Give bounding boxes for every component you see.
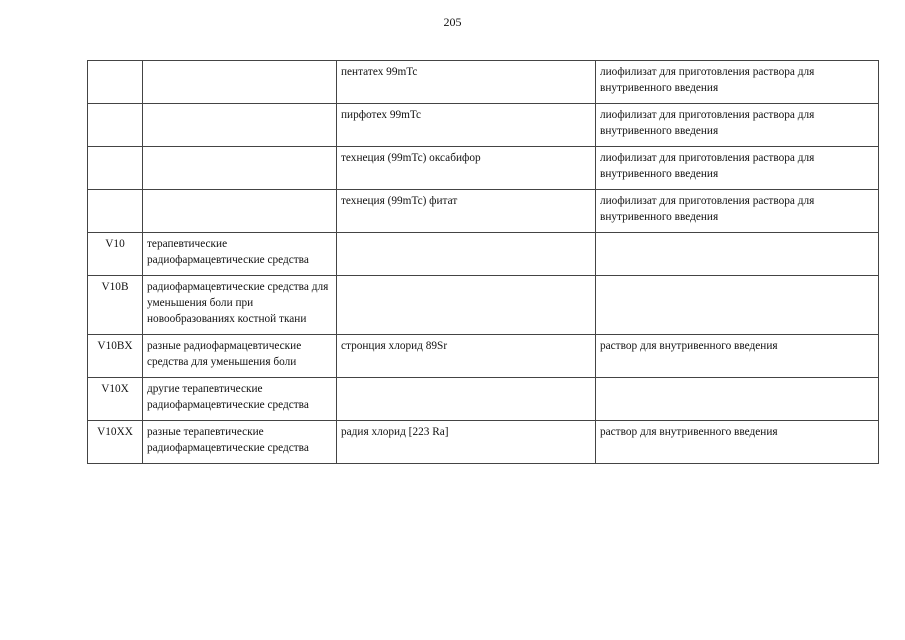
drug-name-cell: технеция (99mTc) оксабифор (337, 147, 596, 190)
group-cell: радиофармацевтические средства для уменьшения боли при новообразованиях костной ткани (143, 276, 337, 335)
dosage-form-cell: раствор для внутривенного введения (596, 335, 879, 378)
drug-name-cell: технеция (99mTc) фитат (337, 190, 596, 233)
group-cell: другие терапевтические радиофармацевтические средства (143, 378, 337, 421)
drug-name-cell: стронция хлорид 89Sr (337, 335, 596, 378)
dosage-form-cell: лиофилизат для приготовления раствора для внутривенного введения (596, 190, 879, 233)
table-row (88, 147, 879, 190)
drug-name-cell: пентатех 99mTc (337, 61, 596, 104)
dosage-form-cell: лиофилизат для приготовления раствора для внутривенного введения (596, 61, 879, 104)
dosage-form-cell: лиофилизат для приготовления раствора для внутривенного введения (596, 104, 879, 147)
atc-code-cell (88, 104, 143, 147)
group-cell: разные радиофармацевтические средства для уменьшения боли (143, 335, 337, 378)
drug-name-cell (337, 378, 596, 421)
group-cell: разные терапевтические радиофармацевтические средства (143, 421, 337, 464)
group-cell (143, 190, 337, 233)
atc-code-cell (88, 190, 143, 233)
group-cell (143, 104, 337, 147)
table-row (88, 190, 879, 233)
atc-code-cell: V10B (88, 276, 143, 335)
drug-table (87, 60, 879, 464)
atc-code-cell: V10XX (88, 421, 143, 464)
dosage-form-cell: лиофилизат для приготовления раствора для внутривенного введения (596, 147, 879, 190)
table-row (88, 233, 879, 276)
drug-name-cell (337, 276, 596, 335)
table-row (88, 378, 879, 421)
group-cell: терапевтические радиофармацевтические средства (143, 233, 337, 276)
atc-code-cell: V10X (88, 378, 143, 421)
dosage-form-cell: раствор для внутривенного введения (596, 421, 879, 464)
drug-name-cell: пирфотех 99mTc (337, 104, 596, 147)
drug-name-cell: радия хлорид [223 Ra] (337, 421, 596, 464)
table-row (88, 276, 879, 335)
group-cell (143, 147, 337, 190)
table-row (88, 104, 879, 147)
atc-code-cell: V10 (88, 233, 143, 276)
drug-name-cell (337, 233, 596, 276)
dosage-form-cell (596, 276, 879, 335)
table-row (88, 61, 879, 104)
group-cell (143, 61, 337, 104)
atc-code-cell: V10BX (88, 335, 143, 378)
page-number: 205 (443, 15, 462, 29)
dosage-form-cell (596, 378, 879, 421)
table-row (88, 335, 879, 378)
table-row (88, 421, 879, 464)
dosage-form-cell (596, 233, 879, 276)
atc-code-cell (88, 147, 143, 190)
atc-code-cell (88, 61, 143, 104)
